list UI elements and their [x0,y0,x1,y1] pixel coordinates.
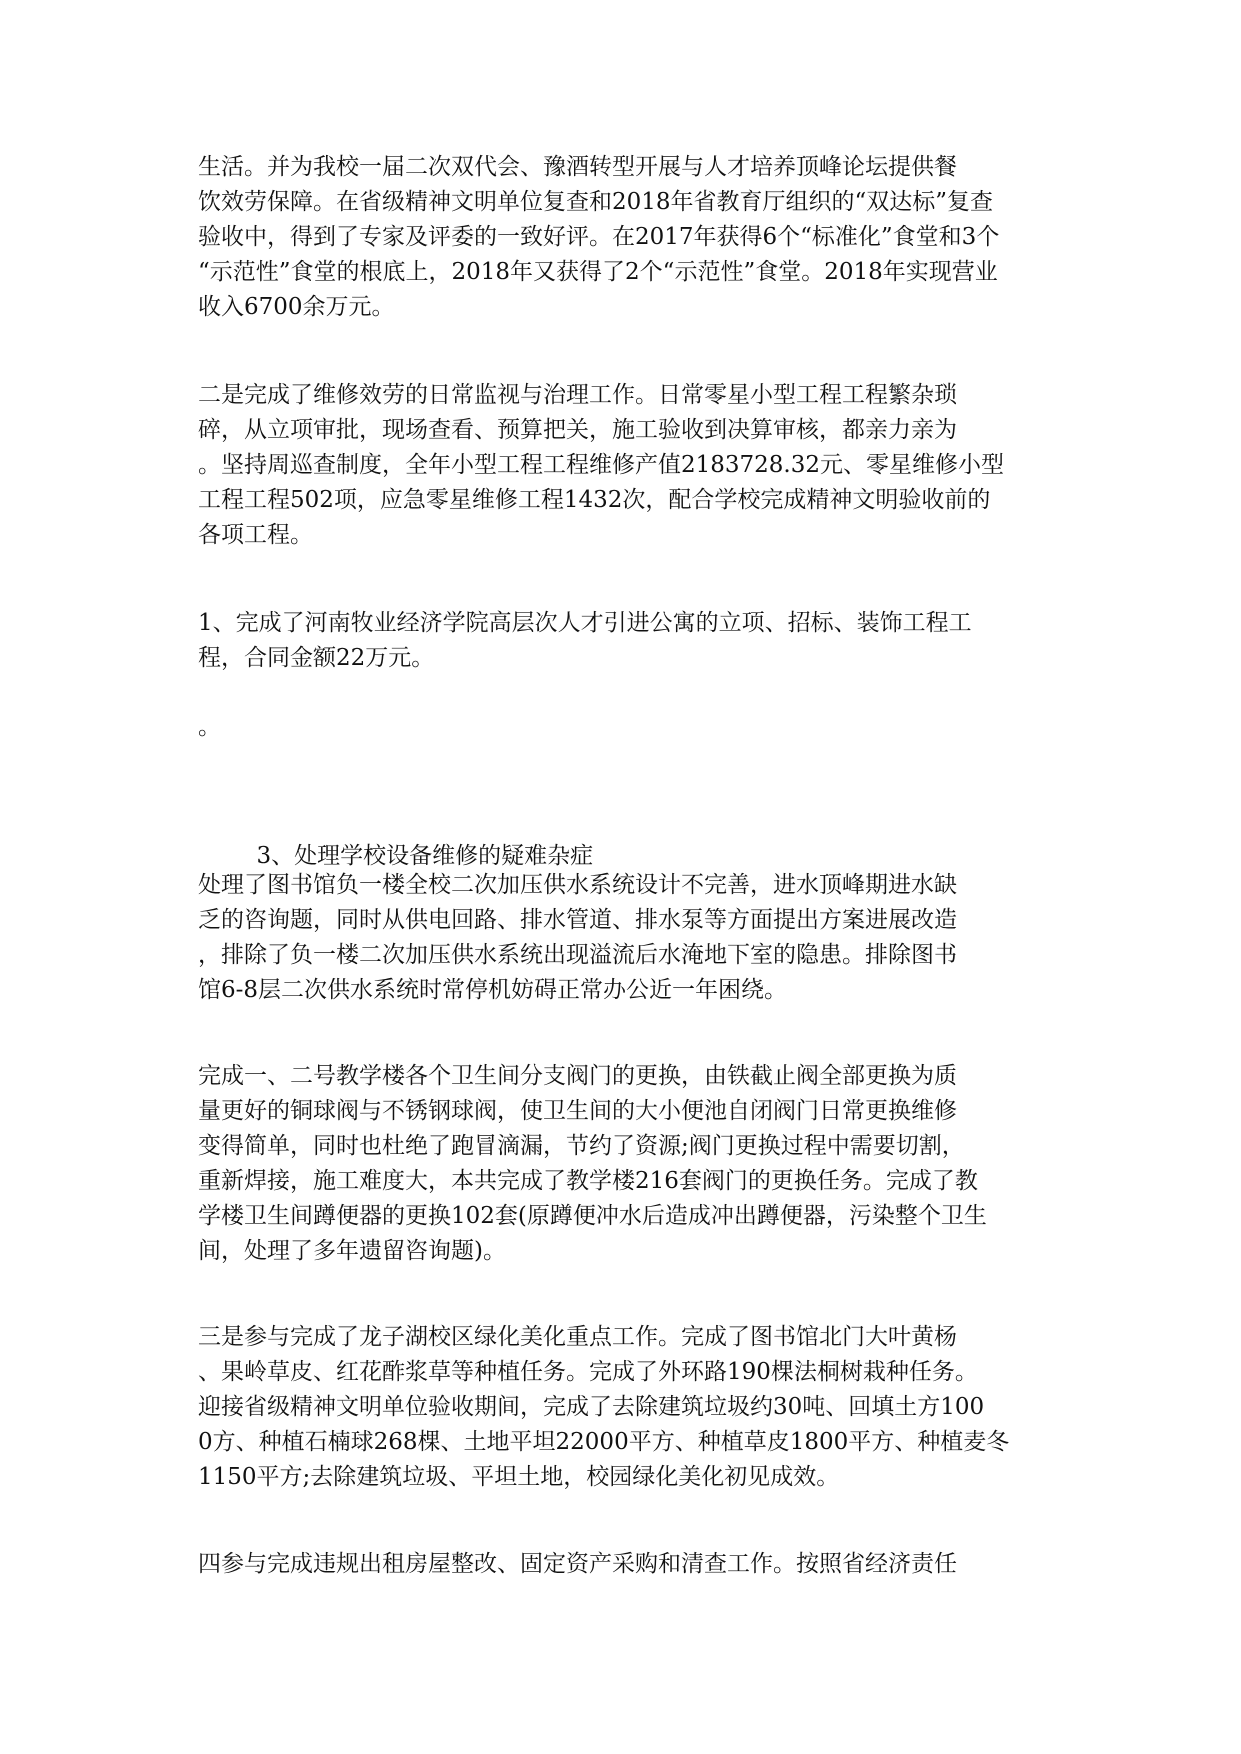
text-line: 乏的咨询题，同时从供电回路、排水管道、排水泵等方面提出方案进展改造 [198,907,957,933]
text-line: 、果岭草皮、红花酢浆草等种植任务。完成了外环路190棵法桐树栽种任务。 [198,1359,978,1385]
text-line: 量更好的铜球阀与不锈钢球阀，使卫生间的大小便池自闭阀门日常更换维修 [198,1098,957,1124]
paragraph-campus-greening [198,1320,1054,1495]
text-line: 1、完成了河南牧业经济学院高层次人才引进公寓的立项、招标、装饰工程工 [198,610,972,636]
text-line: 。 [198,714,221,740]
text-line: 完成一、二号教学楼各个卫生间分支阀门的更换，由铁截止阀全部更换为质 [198,1063,957,1089]
text-line: 3、处理学校设备维修的疑难杂症 [198,843,594,869]
paragraph-apartment-project [198,606,1054,676]
text-line: 重新焊接，施工难度大，本共完成了教学楼216套阀门的更换任务。完成了教 [198,1168,978,1194]
text-line: 间，处理了多年遗留咨询题)。 [198,1238,506,1264]
paragraph-valve-replacement [198,1059,1054,1269]
text-line: 四参与完成违规出租房屋整改、固定资产采购和清查工作。按照省经济责任 [198,1551,957,1577]
paragraph-period [198,710,1054,745]
text-line: 迎接省级精神文明单位验收期间，完成了去除建筑垃圾约30吨、回填土方100 [198,1394,985,1420]
paragraph-maintenance-supervision [198,378,1054,553]
text-line: 验收中，得到了专家及评委的一致好评。在2017年获得6个“标准化”食堂和3个 [198,224,1000,250]
text-line: 三是参与完成了龙子湖校区绿化美化重点工作。完成了图书馆北门大叶黄杨 [198,1324,957,1350]
text-line: 0方、种植石楠球268棵、土地平坦22000平方、种植草皮1800平方、种植麦冬 [198,1429,1010,1455]
text-line: “示范性”食堂的根底上，2018年又获得了2个“示范性”食堂。2018年实现营业 [198,259,998,285]
text-line: ，排除了负一楼二次加压供水系统出现溢流后水淹地下室的隐患。排除图书 [198,942,957,968]
text-line: 二是完成了维修效劳的日常监视与治理工作。日常零星小型工程工程繁杂琐 [198,382,957,408]
text-line: 学楼卫生间蹲便器的更换102套(原蹲便冲水后造成冲出蹲便器，污染整个卫生 [198,1203,987,1229]
text-line: 饮效劳保障。在省级精神文明单位复查和2018年省教育厅组织的“双达标”复查 [198,189,994,215]
paragraph-canteen-service [198,150,1054,325]
text-line: 收入6700余万元。 [198,294,395,320]
text-line: 处理了图书馆负一楼全校二次加压供水系统设计不完善，进水顶峰期进水缺 [198,872,957,898]
paragraph-water-supply [198,868,1054,1008]
text-line: 程，合同金额22万元。 [198,645,435,671]
text-line: 变得简单，同时也杜绝了跑冒滴漏，节约了资源;阀门更换过程中需要切割， [198,1133,965,1159]
text-line: 碎，从立项审批，现场查看、预算把关，施工验收到决算审核，都亲力亲为 [198,417,957,443]
text-line: 各项工程。 [198,522,313,548]
text-line: 馆6-8层二次供水系统时常停机妨碍正常办公近一年困绕。 [198,977,788,1003]
text-line: 工程工程502项，应急零星维修工程1432次，配合学校完成精神文明验收前的 [198,487,991,513]
text-line: 生活。并为我校一届二次双代会、豫酒转型开展与人才培养顶峰论坛提供餐 [198,154,957,180]
text-line: 。坚持周巡查制度，全年小型工程工程维修产值2183728.32元、零星维修小型 [198,452,1005,478]
text-line: 1150平方;去除建筑垃圾、平坦土地，校园绿化美化初见成效。 [198,1464,840,1490]
paragraph-rental-rectification [198,1547,1054,1582]
